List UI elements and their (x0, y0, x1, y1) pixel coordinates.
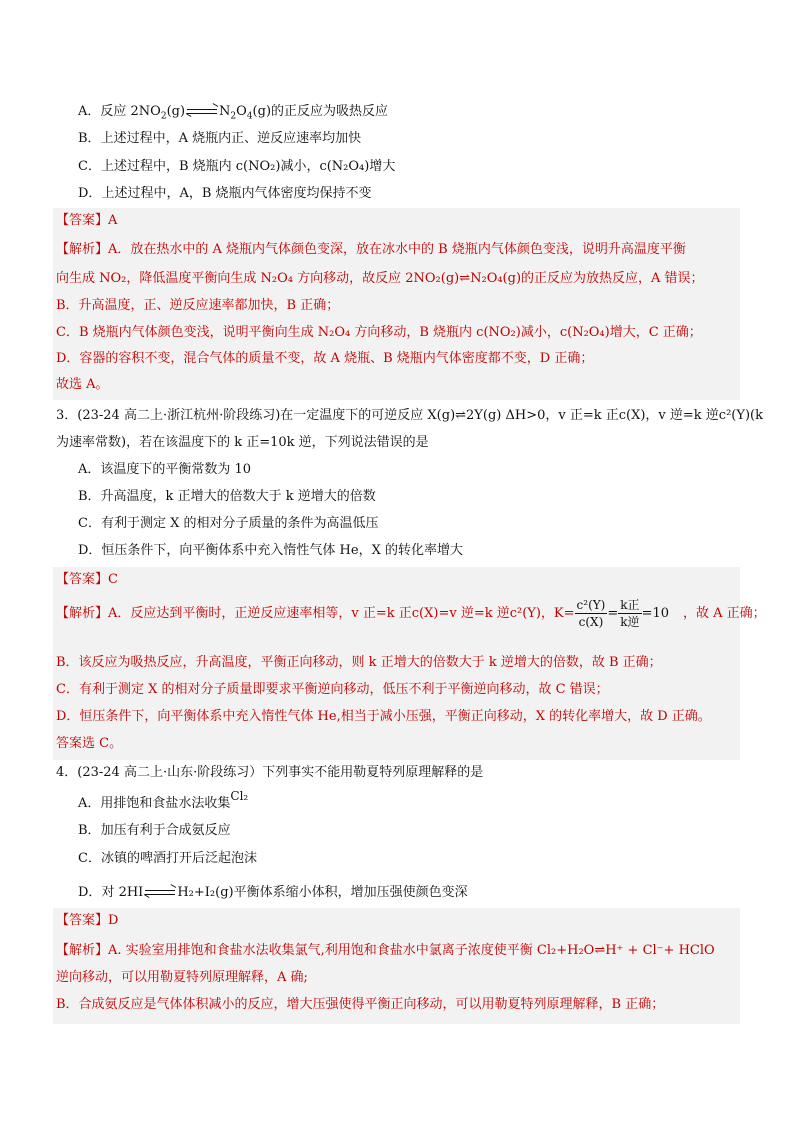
q4-answer: 【答案】D (56, 913, 119, 928)
q2-option-a-pre: 反应 2NO (100, 104, 161, 119)
q4-option-a-text: 用排饱和食盐水法收集 (100, 796, 231, 811)
q4-option-a (78, 789, 249, 813)
k-result: =10 (641, 606, 669, 621)
q2-option-d-label: D． (78, 186, 102, 201)
q4-option-d-label: D． (78, 885, 102, 900)
q2-analysis-line-1: 【解析】A．放在热水中的 A 烧瓶内气体颜色变深，放在冰水中的 B 烧瓶内气体颜色变浅，说明升高温度平衡 (56, 242, 686, 257)
q3-stem-line-1: 3．(23-24 高二上·浙江杭州·阶段练习)在一定温度下的可逆反应 X(g)⇌2Y(g) ΔH>0，v 正=k 正c(X)，v 逆=k 逆c²(Y)(k (56, 408, 763, 423)
q2-analysis-line-2: 向生成 NO₂，降低温度平衡向生成 N₂O₄ 方向移动，故反应 2NO₂(g)⇌N₂O₄(g)的正反应为放热反应，A 错误； (56, 271, 704, 286)
q2-option-c-text: 上述过程中，B 烧瓶内 c(NO₂)减小，c(N₂O₄)增大 (100, 159, 396, 174)
q4-option-c-text: 冰镇的啤酒打开后泛起泡沫 (100, 851, 257, 866)
q4-option-d (78, 884, 468, 902)
q3-analysis-line-5: 答案选 C。 (56, 736, 123, 751)
fraction-1-numerator: c²(Y) (576, 598, 606, 612)
q2-analysis-line-5: D．容器的容积不变，混合气体的质量不变，故 A 烧瓶、B 烧瓶内气体密度都不变，D 正确； (56, 351, 594, 366)
q3-option-d: D．恒压条件下，向平衡体系中充入惰性气体 He，X 的转化率增大 (78, 543, 463, 558)
q3-option-a: A．该温度下的平衡常数为 10 (78, 462, 252, 477)
q2-option-a: A．反应 $2NO_2(g)$ $N_2O_4(g)$的正反应为吸热反应 (78, 104, 389, 122)
reversible-arrow-icon (187, 107, 217, 117)
k-fraction-2 (618, 597, 641, 630)
q4-option-d-formula: H₂+I₂(g) (177, 885, 234, 900)
q2-analysis-line-4: C．B 烧瓶内气体颜色变浅，说明平衡向生成 N₂O₄ 方向移动，B 烧瓶内 c(NO₂)减小，c(N₂O₄)增大，C 正确； (56, 325, 702, 340)
q4-option-a-formula: Cl₂ (230, 789, 249, 803)
q4-option-c-label: C． (78, 851, 101, 866)
q4-analysis-line-2: 逆向移动，可以用勒夏特列原理解释，A 确; (56, 970, 308, 985)
q4-option-b (78, 822, 231, 840)
q2-option-d-text: 上述过程中，A，B 烧瓶内气体密度均保持不变 (101, 186, 372, 201)
q3-analysis-line-1-pre: 【解析】A．反应达到平衡时，正逆反应速率相等，v 正=k 正c(X)=v 逆=k 逆c²(Y)，K= (56, 606, 575, 621)
q3-analysis-line-2: B．该反应为吸热反应，升高温度，平衡正向移动，则 k 正增大的倍数大于 k 逆增大的倍数，故 B 正确； (56, 655, 662, 670)
q4-analysis-line-3: B．合成氨反应是气体体积减小的反应，增大压强使得平衡正向移动，可以用勒夏特列原理解释，B 正确； (56, 997, 665, 1012)
q2-option-c (78, 158, 395, 176)
q4-option-b-text: 加压有利于合成氨反应 (100, 823, 231, 838)
q3-analysis-line-4: D．恒压条件下，向平衡体系中充入惰性气体 He,相当于减小压强，平衡正向移动，X 的转化率增大，故 D 正确。 (56, 709, 711, 724)
fraction-1-denominator: c(X) (578, 615, 604, 629)
fraction-2-numerator: k正 (620, 598, 640, 612)
k-fraction-1 (575, 597, 608, 630)
q3-analysis-line-3: C．有利于测定 X 的相对分子质量即要求平衡逆向移动，低压不利于平衡逆向移动，故 C 错误； (56, 682, 609, 697)
q3-stem-line-2: 为速率常数)，若在该温度下的 k 正=10k 逆，下列说法错误的是 (56, 435, 429, 450)
q4-stem: 4．(23-24 高二上·山东·阶段练习）下列事实不能用勒夏特列原理解释的是 (56, 765, 484, 780)
q4-option-d-pre: 对 2HI (101, 885, 144, 900)
q2-option-b-text: 上述过程中，A 烧瓶内正、逆反应速率均加快 (100, 131, 362, 146)
q2-analysis-line-3: B．升高温度，正、逆反应速率都加快，B 正确； (56, 298, 340, 313)
q4-analysis-line-1: 【解析】A. 实验室用排饱和食盐水法收集氯气,利用饱和食盐水中氯离子浓度使平衡 Cl₂+H₂O⇌H⁺ + Cl⁻+ HClO (56, 943, 715, 958)
q2-answer: 【答案】A (56, 213, 118, 228)
q2-analysis-line-6: 故选 A。 (56, 377, 109, 392)
q2-option-d (78, 185, 372, 203)
fraction-2-denominator: k逆 (620, 615, 640, 629)
q2-option-c-label: C． (78, 159, 101, 174)
q3-analysis-line-1: 【解析】A．反应达到平衡时，正逆反应速率相等，v 正=k 正c(X)=v 逆=k 逆c²(Y)，K= $\frac{\text{c²(Y)}}{c(X)}$ = $\frac{\text{k正}}{\text{k逆}}$ =10 ，故 A 正确； (56, 598, 766, 629)
q2-option-b-label: B． (78, 131, 101, 146)
q3-answer: 【答案】C (56, 572, 118, 587)
q4-option-d-post: 平衡体系缩小体积，增加压强使颜色变深 (233, 885, 468, 900)
q2-option-b (78, 130, 361, 148)
q2-option-a-label: A． (78, 104, 101, 119)
q4-option-b-label: B． (78, 823, 101, 838)
q4-option-a-label: A． (78, 796, 101, 811)
q3-analysis-line-1-post: ，故 A 正确； (683, 606, 766, 621)
q4-option-c (78, 850, 257, 868)
q3-option-b: B．升高温度，k 正增大的倍数大于 k 逆增大的倍数 (78, 489, 376, 504)
q3-option-c: C．有利于测定 X 的相对分子质量的条件为高温低压 (78, 516, 379, 531)
reversible-arrow-icon (145, 888, 175, 898)
q2-option-a-post: (g)的正反应为吸热反应 (252, 104, 389, 119)
